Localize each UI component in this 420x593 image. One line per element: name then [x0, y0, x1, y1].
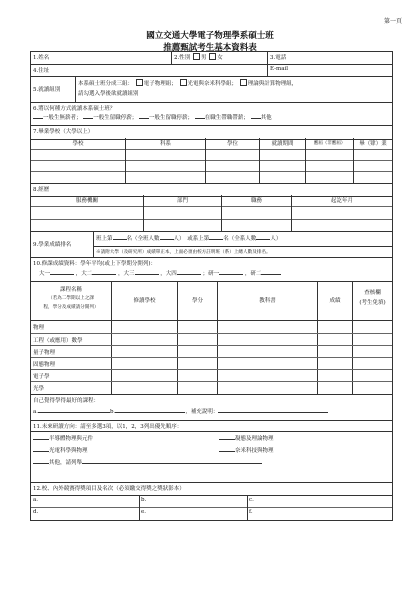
research5-label: 其他，請列舉	[49, 460, 83, 466]
schools-table	[31, 138, 392, 184]
rank-dept-prefix: 人） 或系上第	[173, 236, 210, 242]
female-checkbox[interactable]	[209, 53, 216, 60]
group-label	[31, 77, 75, 102]
group-ep-label: 電子物理組；	[143, 81, 177, 87]
row-group	[31, 77, 392, 103]
row-averages	[31, 258, 392, 282]
award-f[interactable]: f.	[249, 509, 253, 515]
mode5-blank[interactable]	[251, 118, 261, 119]
best-note-label: ，補充說明：	[185, 409, 219, 415]
group-intro: 本系碩士班分成三組：	[78, 81, 134, 87]
courses-table	[31, 282, 392, 395]
form-title: 國立交通大學電子物理學系碩士班	[146, 31, 274, 41]
year4-label: ，大四	[160, 271, 177, 277]
award-a[interactable]: a.	[33, 497, 39, 503]
best-a-blank[interactable]	[38, 412, 110, 413]
mode3-label: 一般生留職停薪；	[149, 115, 194, 121]
applicant-form	[30, 51, 393, 521]
grad2-label: ，研二	[244, 271, 262, 277]
courses-col-remark	[352, 282, 392, 320]
rank-dept-total: 名（全系人數	[223, 236, 257, 242]
schools-col-status: 畢（肄）業	[353, 138, 392, 149]
best-note-blank[interactable]	[218, 412, 328, 413]
best-course-label: 自己覺得學得最好的課程：	[33, 398, 100, 404]
best-course-line	[31, 405, 392, 416]
courses-subject-header: 課程名稱	[59, 287, 82, 293]
grad1-blank[interactable]	[219, 274, 243, 275]
female-label: 女	[217, 55, 223, 61]
research3-blank[interactable]	[33, 451, 49, 452]
schools-col-fresh: 應屆（非應屆）	[305, 138, 353, 149]
mode2-blank[interactable]	[83, 118, 93, 119]
male-label: 男	[201, 55, 207, 61]
year3-label: ，大三	[118, 271, 135, 277]
schools-col-dept: 科系	[125, 138, 205, 149]
research1-label: 半導體物理與元件	[49, 436, 94, 442]
research4-label: 奈米科技與物理	[235, 448, 274, 454]
best-b-label: b.	[110, 409, 116, 415]
ranking-note: ※請附大學（及研究所）成績單正本，上面必須由校方註明班（系）上總人數及排名。	[96, 250, 271, 255]
group-ep-checkbox[interactable]	[136, 79, 143, 86]
award-c[interactable]: c.	[249, 497, 254, 503]
row-name	[31, 52, 392, 65]
courses-col-subject	[31, 282, 111, 320]
mode1-blank[interactable]	[33, 118, 43, 119]
mode3-blank[interactable]	[139, 118, 149, 119]
mode5-label: 其他	[260, 115, 272, 121]
research-options	[31, 433, 392, 469]
row-address	[31, 65, 392, 77]
phone-field[interactable]	[267, 52, 392, 64]
courses-col-credit: 學分	[177, 282, 217, 320]
ranking-label: 9.學業成績排名	[33, 242, 72, 248]
exp-col-period: 起訖年月	[291, 195, 392, 206]
award-b[interactable]: b.	[141, 497, 147, 503]
research2-label: 凝態及理論物理	[235, 436, 274, 442]
schools-col-school: 學校	[72, 141, 84, 147]
row-awards	[31, 483, 392, 520]
address-field[interactable]	[31, 65, 267, 76]
group-instruction: 請勾選入學後欲就讀組別	[78, 91, 139, 97]
rank-class-total: 名（全班人數	[126, 236, 160, 242]
address-label: 4.住址	[33, 68, 50, 74]
ranking-body	[93, 232, 392, 257]
email-field[interactable]	[267, 65, 392, 76]
group-theory-checkbox[interactable]	[240, 79, 247, 86]
year3-blank[interactable]	[135, 274, 159, 275]
row-study-mode	[31, 103, 392, 126]
group-label-text: 5.就讀組別	[33, 87, 61, 93]
mode4-blank[interactable]	[195, 118, 205, 119]
experience-label: 8.經歷	[31, 184, 392, 197]
rank-class-prefix: 班上第	[96, 236, 113, 242]
grad1-label: ；研一	[202, 271, 220, 277]
exp-col-dept: 部門	[143, 195, 221, 206]
mode1-label: 一般生無薪者；	[43, 115, 82, 121]
row-schools	[31, 126, 392, 184]
phone-label: 3.電話	[270, 55, 287, 61]
group-optics-label: 光電與奈米科學組；	[187, 81, 238, 87]
research3-label: 光電科學與物理	[49, 448, 88, 454]
year4-blank[interactable]	[177, 274, 201, 275]
courses-col-school: 修讀學校	[111, 282, 177, 320]
experience-table	[31, 195, 392, 232]
course-eng-math: 工程（或應用）數學	[33, 338, 83, 344]
group-optics-checkbox[interactable]	[180, 79, 187, 86]
courses-col-grade: 成績	[317, 282, 352, 320]
courses-note1: （若為二學期以上之課	[48, 296, 94, 301]
row-research	[31, 421, 392, 483]
research1-blank[interactable]	[33, 439, 49, 440]
awards-grid	[31, 495, 392, 520]
year1-blank[interactable]	[50, 274, 74, 275]
schools-col-period: 就讀期間	[259, 138, 305, 149]
email-label: E-mail	[270, 66, 288, 72]
study-mode-label: 6.將以何種方式就讀本系碩士班？	[33, 106, 116, 112]
grad2-blank[interactable]	[261, 274, 281, 275]
ranking-line	[94, 232, 392, 247]
gender-label: 2.性別	[174, 55, 191, 61]
year1-label: 大一	[39, 271, 51, 277]
awards-label: 12.校、內外競賽得獎項目及名次（必須繳交得獎之獎狀影本）	[31, 483, 392, 496]
research5-blank[interactable]	[33, 463, 49, 464]
group-theory-label: 理論與計算物理組，	[247, 81, 298, 87]
courses-note2: 程，學分及成績請分開列）	[43, 305, 99, 310]
study-mode-options	[31, 113, 392, 123]
best-b-blank[interactable]	[115, 412, 185, 413]
class-size-blank[interactable]	[160, 239, 174, 240]
mode4-label: 在職生帶職帶薪；	[204, 115, 249, 121]
name-label: 1.姓名	[33, 55, 50, 61]
exp-col-title: 職務	[221, 195, 291, 206]
name-field[interactable]	[31, 52, 171, 64]
form-subtitle: 推薦甄試考生基本資料表	[163, 43, 257, 53]
row-experience	[31, 184, 392, 232]
remark-header: 查核欄	[364, 290, 381, 296]
course-quantum: 量子物理	[33, 350, 56, 356]
course-optics: 光學	[33, 386, 45, 392]
best-a-label: a.	[33, 409, 39, 415]
award-e[interactable]: e.	[141, 509, 147, 515]
row-ranking	[31, 232, 392, 258]
course-electronics: 電子學	[33, 374, 50, 380]
averages-label: 10.修課成績資料：學年平均(或上下學期分開列)：	[33, 261, 157, 267]
year2-blank[interactable]	[92, 274, 116, 275]
exp-col-org: 服務機關	[75, 198, 98, 204]
row-best-course	[31, 395, 392, 421]
rank-suffix: 人）	[270, 236, 282, 242]
schools-label: 7.畢業學校（大學以上）	[31, 126, 392, 140]
courses-col-book: 教科書	[217, 282, 317, 320]
research-label: 11.未來研讀方向：請至多選3項，以1，2，3列出優先順序：	[31, 421, 392, 432]
gender-field	[171, 52, 267, 64]
page-number: 第一頁	[383, 18, 402, 25]
course-physics: 物理	[33, 325, 45, 331]
schools-col-degree: 學位	[205, 138, 259, 149]
dept-size-blank[interactable]	[256, 239, 270, 240]
remark-note: (考生免填)	[359, 300, 386, 306]
research-other-blank[interactable]	[82, 463, 262, 464]
course-solid-state: 固態物理	[33, 362, 56, 368]
research4-blank[interactable]	[219, 451, 235, 452]
year2-label: ，大二	[75, 271, 93, 277]
award-d[interactable]: d.	[33, 509, 39, 515]
mode2-label: 一般生留職停薪；	[93, 115, 138, 121]
rank-dept-blank[interactable]	[209, 239, 223, 240]
research2-blank[interactable]	[219, 439, 235, 440]
group-options	[75, 77, 392, 102]
rank-class-blank[interactable]	[113, 239, 127, 240]
averages-line	[31, 268, 392, 278]
male-checkbox[interactable]	[193, 53, 200, 60]
